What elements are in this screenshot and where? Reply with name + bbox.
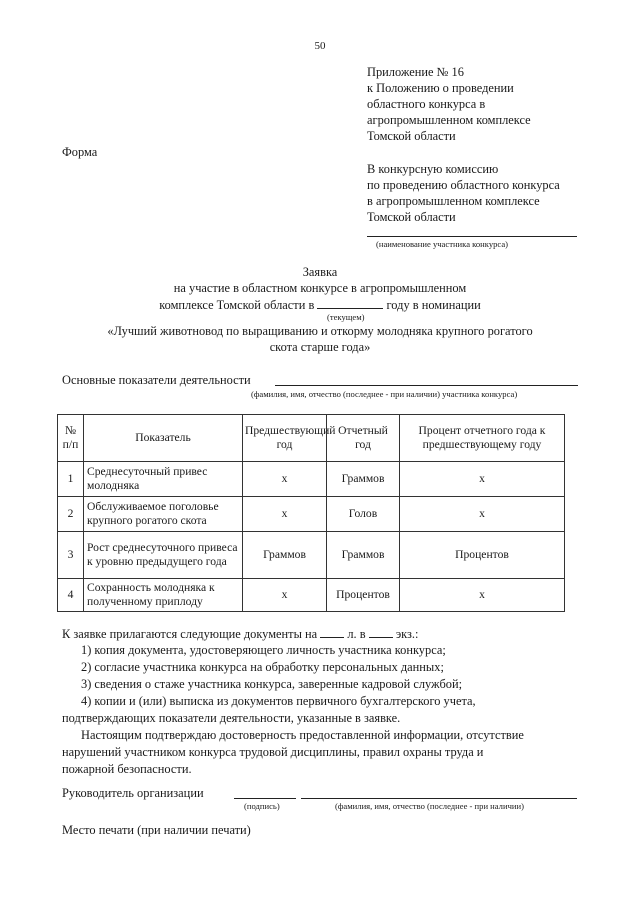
appendix-heading bbox=[367, 65, 627, 145]
row-percent[interactable]: х bbox=[400, 462, 565, 497]
participant-fullname-field[interactable] bbox=[275, 385, 578, 386]
row-number: 3 bbox=[58, 532, 84, 579]
year-field[interactable] bbox=[317, 297, 383, 309]
row-percent[interactable]: Процентов bbox=[400, 532, 565, 579]
application-header bbox=[60, 265, 580, 313]
row-number: 4 bbox=[58, 579, 84, 612]
application-line-1: на участие в областном конкурсе в агропромышленном bbox=[173, 281, 467, 295]
confirmation-line-1: Настоящим подтверждаю достоверность предоставленной информации, отсутствие bbox=[81, 728, 524, 742]
document-item-continuation: подтверждающих показатели деятельности, указанные в заявке. bbox=[62, 711, 401, 725]
row-number: 1 bbox=[58, 462, 84, 497]
director-name-field[interactable] bbox=[301, 798, 577, 799]
recipient-block bbox=[367, 162, 627, 226]
documents-intro-mid: л. в bbox=[347, 627, 366, 641]
recipient-line: в агропромышленном комплексе bbox=[367, 194, 540, 208]
header-number: № п/п bbox=[58, 415, 84, 462]
confirmation-line-3: пожарной безопасности. bbox=[62, 762, 192, 776]
documents-intro bbox=[62, 626, 594, 643]
application-line-2-start: комплексе Томской области в bbox=[159, 298, 315, 312]
director-name-caption: (фамилия, имя, отчество (последнее - при наличии) bbox=[335, 801, 524, 811]
row-indicator: Обслуживаемое поголовье крупного рогатого скота bbox=[84, 497, 243, 532]
indicators-label: Основные показатели деятельности bbox=[62, 373, 251, 387]
table-row bbox=[58, 462, 565, 497]
participant-name-caption: (наименование участника конкурса) bbox=[376, 239, 509, 249]
appendix-line: к Положению о проведении bbox=[367, 81, 514, 95]
row-current[interactable]: Граммов bbox=[327, 462, 400, 497]
row-previous[interactable]: х bbox=[243, 579, 327, 612]
row-current[interactable]: Граммов bbox=[327, 532, 400, 579]
recipient-line: Томской области bbox=[367, 210, 456, 224]
confirmation-line-2: нарушений участником конкурса трудовой дисциплины, правил охраны труда и bbox=[62, 745, 484, 759]
header-percent: Процент отчетного года к предшествующему году bbox=[400, 415, 565, 462]
nomination-line-2: скота старше года» bbox=[269, 340, 371, 354]
application-line-2 bbox=[60, 297, 580, 313]
row-previous[interactable]: х bbox=[243, 497, 327, 532]
row-indicator: Среднесуточный привес молодняка bbox=[84, 462, 243, 497]
recipient-line: В конкурсную комиссию bbox=[367, 162, 499, 176]
appendix-line: Томской области bbox=[367, 129, 456, 143]
document-item: 3) сведения о стаже участника конкурса, заверенные кадровой службой; bbox=[81, 677, 463, 691]
row-percent[interactable]: х bbox=[400, 497, 565, 532]
year-caption: (текущем) bbox=[327, 312, 365, 322]
signature-field[interactable] bbox=[234, 798, 296, 799]
row-number: 2 bbox=[58, 497, 84, 532]
nomination-line-1: «Лучший животновод по выращиванию и откорму молодняка крупного рогатого bbox=[107, 324, 533, 338]
participant-name-field[interactable] bbox=[367, 236, 577, 237]
documents-intro-start: К заявке прилагаются следующие документы на bbox=[62, 627, 318, 641]
row-current[interactable]: Голов bbox=[327, 497, 400, 532]
row-indicator: Сохранность молодняка к полученному приплоду bbox=[84, 579, 243, 612]
page-number: 50 bbox=[314, 40, 326, 52]
row-previous[interactable]: Граммов bbox=[243, 532, 327, 579]
appendix-line: областного конкурса в bbox=[367, 97, 486, 111]
document-item: 4) копии и (или) выписка из документов первичного бухгалтерского учета, bbox=[81, 694, 476, 708]
application-title: Заявка bbox=[302, 265, 338, 279]
row-previous[interactable]: х bbox=[243, 462, 327, 497]
appendix-line: агропромышленном комплексе bbox=[367, 113, 531, 127]
header-indicator: Показатель bbox=[84, 415, 243, 462]
sheets-count-field[interactable] bbox=[320, 626, 344, 638]
document-item: 2) согласие участника конкурса на обработку персональных данных; bbox=[81, 660, 444, 674]
row-percent[interactable]: х bbox=[400, 579, 565, 612]
table-row bbox=[58, 532, 565, 579]
appendix-line: Приложение № 16 bbox=[367, 65, 464, 79]
table-row bbox=[58, 497, 565, 532]
row-indicator: Рост среднесуточного привеса к уровню предыдущего года bbox=[84, 532, 243, 579]
signature-caption: (подпись) bbox=[244, 801, 280, 811]
document-item: 1) копия документа, удостоверяющего личность участника конкурса; bbox=[81, 643, 446, 657]
copies-count-field[interactable] bbox=[369, 626, 393, 638]
header-previous-year: Предшествующий год bbox=[243, 415, 327, 462]
indicators-table bbox=[57, 414, 565, 612]
seal-place: Место печати (при наличии печати) bbox=[62, 823, 251, 837]
signature-label: Руководитель организации bbox=[62, 786, 204, 800]
header-reporting-year: Отчетный год bbox=[327, 415, 400, 462]
recipient-line: по проведению областного конкурса bbox=[367, 178, 560, 192]
documents-intro-end: экз.: bbox=[395, 627, 419, 641]
application-line-2-end: году в номинации bbox=[386, 298, 481, 312]
row-current[interactable]: Процентов bbox=[327, 579, 400, 612]
nomination-block bbox=[60, 324, 580, 356]
form-label: Форма bbox=[62, 145, 98, 159]
table-row bbox=[58, 579, 565, 612]
table-header-row bbox=[58, 415, 565, 462]
participant-fullname-caption: (фамилия, имя, отчество (последнее - при наличии) участника конкурса) bbox=[251, 389, 518, 399]
